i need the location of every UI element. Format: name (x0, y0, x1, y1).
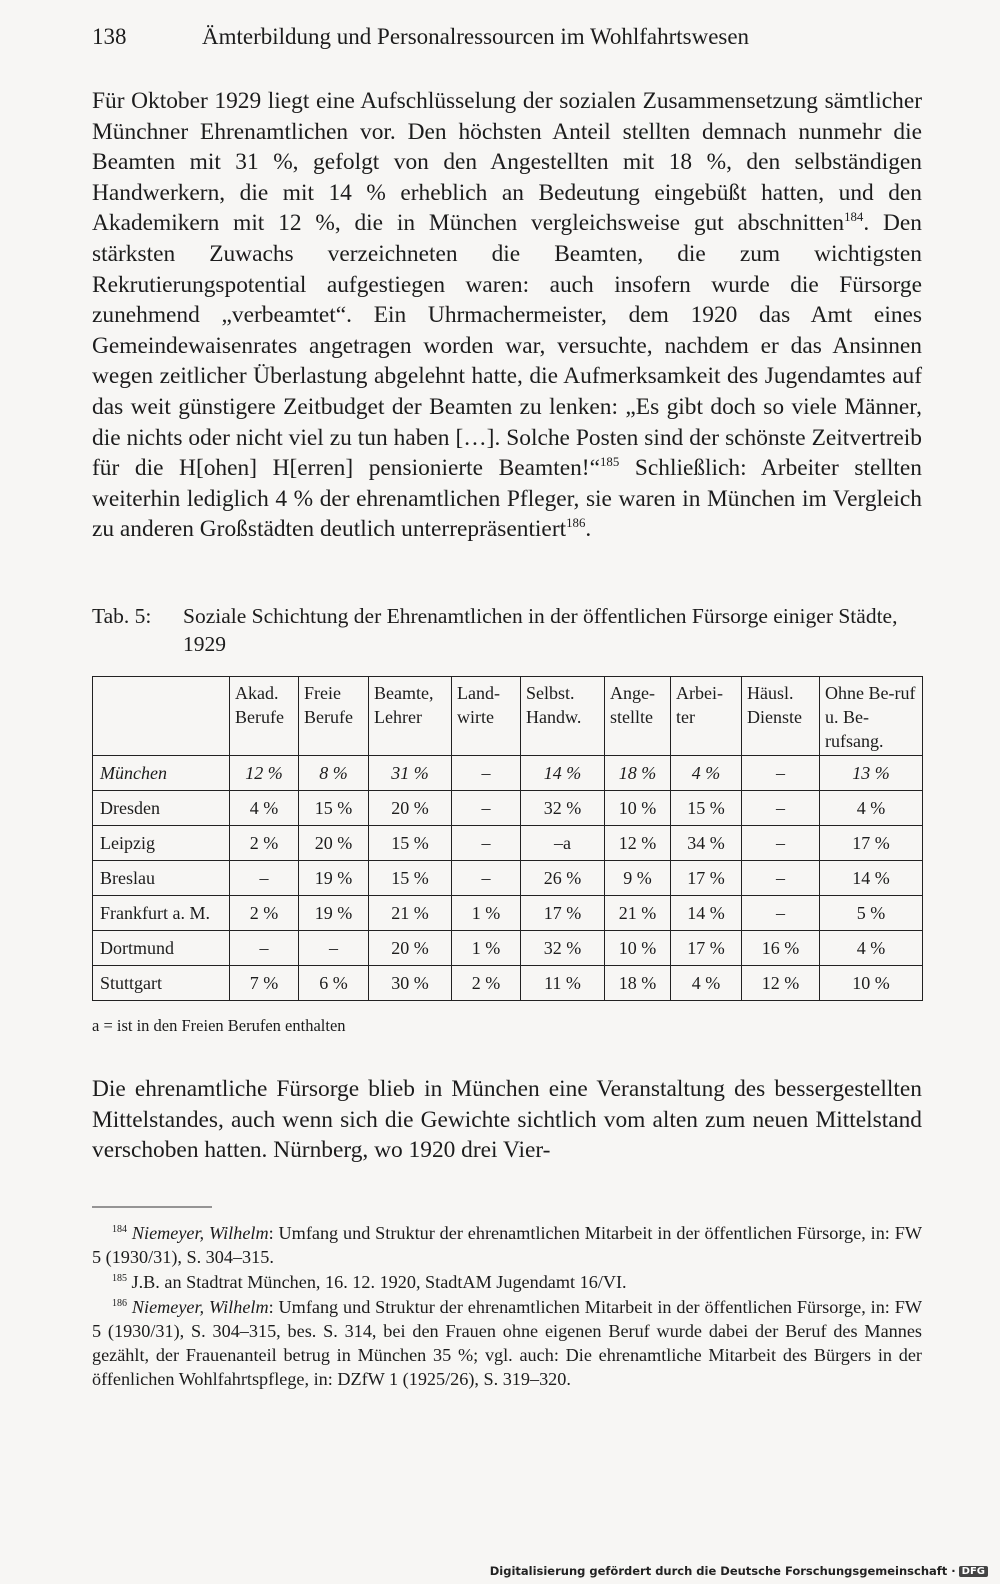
footnote-186 (92, 1295, 922, 1391)
table-row (93, 756, 923, 791)
header-cell: Häusl. Dienste (742, 677, 820, 756)
table-header-row (93, 677, 923, 756)
running-title: Ämterbildung und Personalressourcen im Wohlfahrtswesen (202, 24, 750, 49)
value-cell: 19 % (299, 861, 369, 896)
dfg-logo: DFG (959, 1566, 988, 1577)
value-cell: 10 % (605, 931, 671, 966)
footnote-number: 184 (112, 1223, 127, 1235)
value-cell: 17 % (671, 931, 742, 966)
value-cell: – (230, 931, 299, 966)
value-cell: 12 % (605, 826, 671, 861)
value-cell: 15 % (671, 791, 742, 826)
city-cell: Breslau (93, 861, 230, 896)
value-cell: 2 % (230, 826, 299, 861)
running-header (92, 24, 922, 56)
value-cell: 1 % (452, 931, 521, 966)
city-cell: Dortmund (93, 931, 230, 966)
table-row (93, 931, 923, 966)
value-cell: 13 % (820, 756, 923, 791)
table-body (93, 756, 923, 1001)
value-cell: 2 % (452, 966, 521, 1001)
city-cell: Leipzig (93, 826, 230, 861)
value-cell: 5 % (820, 896, 923, 931)
footnote-ref-186[interactable]: 186 (566, 516, 586, 531)
value-cell: 10 % (820, 966, 923, 1001)
footnote-ref-185[interactable]: 185 (599, 455, 620, 470)
value-cell: 34 % (671, 826, 742, 861)
footnote-number: 186 (112, 1297, 127, 1309)
paragraph-text: . (585, 516, 592, 543)
value-cell: 32 % (521, 791, 605, 826)
value-cell: 4 % (230, 791, 299, 826)
value-cell: 14 % (521, 756, 605, 791)
header-cell: Ohne Be-ruf u. Be-rufsang. (820, 677, 923, 756)
value-cell: 15 % (369, 826, 452, 861)
value-cell: 4 % (671, 756, 742, 791)
table-note: a = ist in den Freien Berufen enthalten (92, 1016, 346, 1035)
body-paragraph-1 (92, 86, 922, 545)
value-cell: 8 % (299, 756, 369, 791)
value-cell: 7 % (230, 966, 299, 1001)
footnote-ref-184[interactable]: 184 (844, 210, 864, 225)
value-cell: – (452, 826, 521, 861)
value-cell: 4 % (671, 966, 742, 1001)
value-cell: – (299, 931, 369, 966)
header-cell-city (93, 677, 230, 756)
footnote-text: J.B. an Stadtrat München, 16. 12. 1920, StadtAM Jugendamt 16/VI. (127, 1272, 627, 1292)
footnote-author: Niemeyer, Wilhelm (131, 1223, 269, 1243)
table-row (93, 966, 923, 1001)
value-cell: 20 % (299, 826, 369, 861)
paragraph-text: Für Oktober 1929 liegt eine Aufschlüsselung der sozialen Zusammensetzung sämtlicher Münchner Ehrenamtlichen vor. Den höchsten Anteil stellten demnach nunmehr die Beamten mit 31 %, gefolgt von den Angestellten mit 18 %, den selbständigen Handwerkern, die mit 14 % erheblich an Bedeutung eingebüßt hatten, und den Akademikern mit 12 %, die in München vergleichsweise gut abschnitten (92, 88, 922, 237)
value-cell: 2 % (230, 896, 299, 931)
footnote-number: 185 (112, 1272, 127, 1284)
header-cell: Akad. Berufe (230, 677, 299, 756)
paragraph-text: . Den stärksten Zuwachs verzeichneten die Beamten, die zum wichtigsten Rekrutierungspotential aufgestiegen waren: auch insofern wurde die Fürsorge zunehmend „verbeamtet“. Ein Uhrmachermeister, dem 1920 das Amt eines Gemeindewaisenrates angetragen worden war, versuchte, nachdem er das Ansinnen wegen zeitlicher Überlastung abgelehnt hatte, die Aufmerksamkeit des Jugendamtes auf das weit günstigere Zeitbudget der Beamten zu lenken: „Es gibt doch so viele Männer, die nichts oder nicht viel zu tun haben […]. Solche Posten sind der schönste Zeitvertreib für die H[ohen] H[erren] pensionierte Beamten!“ (92, 210, 922, 482)
value-cell: – (742, 861, 820, 896)
table-label: Tab. 5: (92, 604, 152, 628)
table-row (93, 861, 923, 896)
value-cell: 20 % (369, 791, 452, 826)
table-title: Soziale Schichtung der Ehrenamtlichen in der öffentlichen Fürsorge einiger Städte, 1929 (183, 604, 898, 656)
table-row (93, 791, 923, 826)
footnote-text: : Umfang und Struktur der ehrenamtlichen Mitarbeit in der öffentlichen Fürsorge, in: FW 5 (1930/31), S. 304–315. (92, 1223, 923, 1267)
value-cell: – (742, 896, 820, 931)
city-cell: Dresden (93, 791, 230, 826)
value-cell: 17 % (820, 826, 923, 861)
value-cell: 16 % (742, 931, 820, 966)
city-cell: Frankfurt a. M. (93, 896, 230, 931)
value-cell: 14 % (671, 896, 742, 931)
page-number: 138 (92, 24, 127, 49)
paragraph-text: Schließlich: Arbeiter stellten weiterhin lediglich 4 % der ehrenamtlichen Pfleger, sie waren in München im Vergleich zu anderen Großstädten deutlich unterrepräsentiert (92, 455, 922, 543)
value-cell: 4 % (820, 791, 923, 826)
value-cell: – (452, 791, 521, 826)
value-cell: – (742, 756, 820, 791)
value-cell: 14 % (820, 861, 923, 896)
value-cell: 12 % (742, 966, 820, 1001)
value-cell: 19 % (299, 896, 369, 931)
value-cell: 21 % (605, 896, 671, 931)
table-row (93, 826, 923, 861)
header-cell: Beamte, Lehrer (369, 677, 452, 756)
footer-text: Digitalisierung gefördert durch die Deutsche Forschungsgemeinschaft · (489, 1564, 956, 1578)
header-cell: Arbei-ter (671, 677, 742, 756)
value-cell: 15 % (369, 861, 452, 896)
value-cell: – (452, 861, 521, 896)
value-cell: – (230, 861, 299, 896)
city-cell: Stuttgart (93, 966, 230, 1001)
body-paragraph-2: Die ehrenamtliche Fürsorge blieb in München eine Veranstaltung des bessergestellten Mittelstandes, auch wenn sich die Gewichte sichtlich vom alten zum neuen Mittelstand verschoben hatten. Nürnberg, wo 1920 drei Vier- (92, 1076, 922, 1164)
value-cell: – (742, 826, 820, 861)
footnote-text: : Umfang und Struktur der ehrenamtlichen Mitarbeit in der öffentlichen Fürsorge, in: FW 5 (1930/31), S. 304–315, bes. S. 314, bei den Frauen ohne eigenen Beruf wurde dabei der Beruf des Mannes gezählt, der Frauenanteil betrug in München 35 %; vgl. auch: Die ehrenamtliche Mitarbeit des Bürgers in der öffenlichen Wohlfahrtspflege, in: DZfW 1 (1925/26), S. 319–320. (92, 1297, 923, 1389)
digitization-footer (490, 1564, 988, 1578)
value-cell: 26 % (521, 861, 605, 896)
value-cell: 31 % (369, 756, 452, 791)
value-cell: – (452, 756, 521, 791)
value-cell: 18 % (605, 756, 671, 791)
value-cell: 18 % (605, 966, 671, 1001)
value-cell: 17 % (671, 861, 742, 896)
city-cell: München (93, 756, 230, 791)
table-row (93, 896, 923, 931)
header-cell: Selbst. Handw. (521, 677, 605, 756)
header-cell: Ange-stellte (605, 677, 671, 756)
value-cell: 11 % (521, 966, 605, 1001)
header-cell: Land-wirte (452, 677, 521, 756)
value-cell: –a (521, 826, 605, 861)
value-cell: – (742, 791, 820, 826)
value-cell: 6 % (299, 966, 369, 1001)
data-table (92, 676, 923, 1001)
value-cell: 15 % (299, 791, 369, 826)
footnote-184 (92, 1221, 922, 1269)
value-cell: 20 % (369, 931, 452, 966)
value-cell: 9 % (605, 861, 671, 896)
header-cell: Freie Berufe (299, 677, 369, 756)
value-cell: 4 % (820, 931, 923, 966)
footnote-divider (92, 1206, 212, 1208)
value-cell: 12 % (230, 756, 299, 791)
value-cell: 1 % (452, 896, 521, 931)
value-cell: 21 % (369, 896, 452, 931)
value-cell: 17 % (521, 896, 605, 931)
footnote-author: Niemeyer, Wilhelm (131, 1297, 269, 1317)
value-cell: 10 % (605, 791, 671, 826)
footnote-185 (92, 1270, 922, 1294)
value-cell: 32 % (521, 931, 605, 966)
value-cell: 30 % (369, 966, 452, 1001)
